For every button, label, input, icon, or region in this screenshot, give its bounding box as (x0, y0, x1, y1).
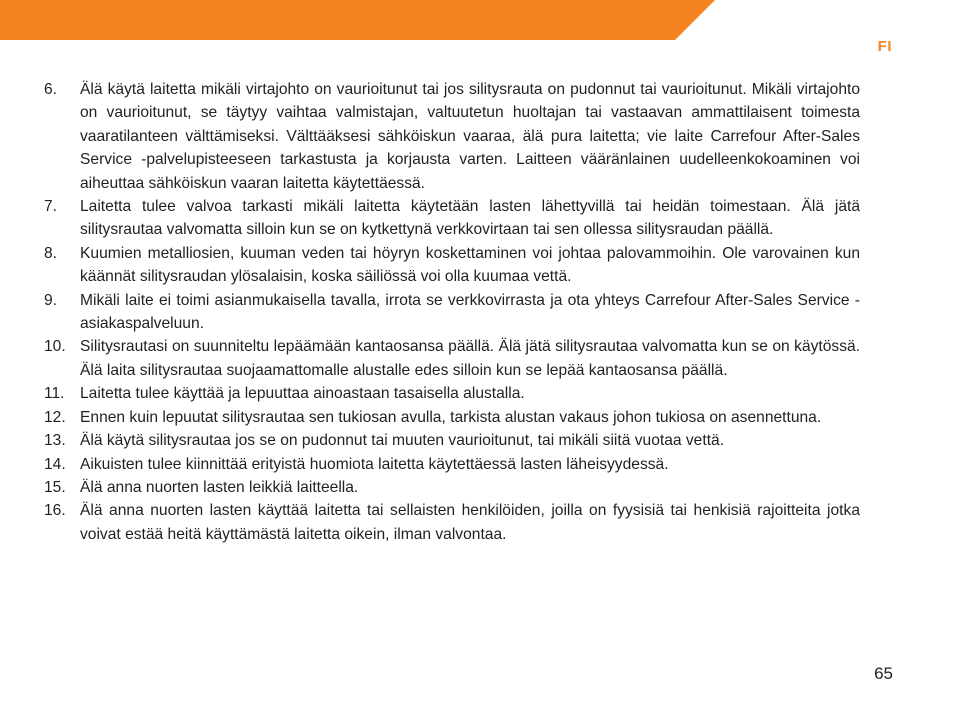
item-text: Laitetta tulee käyttää ja lepuuttaa ainoastaan tasaisella alustalla. (80, 385, 525, 403)
header-accent-bar (0, 0, 715, 40)
list-item (44, 476, 860, 499)
item-text: Älä käytä silitysrautaa jos se on pudonnut tai muuten vaurioitunut, tai mikäli siitä vuotaa vettä. (80, 432, 725, 450)
item-text: Laitetta tulee valvoa tarkasti mikäli laitetta käytetään lasten lähettyvillä tai heidän toimestaan. Älä jätä silitysrautaa valvomatta silloin kun se on kytkettynä verkkovirtaan tai sen ollessa silitysraudan päällä. (80, 198, 860, 239)
item-text: Silitysrautasi on suunniteltu lepäämään kantaosansa päällä. Älä jätä silitysrautaa valvomatta kun se on käytössä. Älä laita silitysrautaa suojaamattomalle alustalle edes silloin kun se lepää kantaosansa päällä. (80, 338, 860, 379)
item-text: Mikäli laite ei toimi asianmukaisella tavalla, irrota se verkkovirrasta ja ota yhteys Carrefour After-Sales Service -asiakaspalveluun. (80, 291, 860, 333)
item-number: 6. (44, 81, 58, 98)
list-item (44, 406, 860, 429)
list-item (44, 242, 860, 289)
item-number: 14. (44, 455, 66, 473)
item-text: Älä käytä laitetta mikäli virtajohto on vaurioitunut tai jos silitysrauta on pudonnut tai vaurioitunut. Mikäli virtajohto on vaurioitunut, se täytyy vaihtaa valmistajan, valtuutetun huoltajan tai vastaavan ammattilaisent toimesta vaaratilanteen välttämiseksi. Välttääksesi sähköiskun vaaraa, älä pura laitetta; vie laite Carrefour After-Sales Service -palvelupisteeseen tarkastusta ja korjausta varten. Laitteen vääränlainen uudelleenkokoaminen voi aiheuttaa sähköiskun vaaran laitetta käytettäessä. (80, 81, 860, 192)
item-number: 15. (44, 478, 66, 496)
item-number: 16. (44, 502, 66, 520)
list-item (44, 499, 860, 546)
list-item (44, 382, 860, 405)
item-text: Aikuisten tulee kiinnittää erityistä huomiota laitetta käytettäessä lasten läheisyydessä. (80, 455, 669, 473)
list-item (44, 78, 860, 195)
item-text: Kuumien metalliosien, kuuman veden tai höyryn koskettaminen voi johtaa palovammoihin. Ole varovainen kun käännät silitysraudan ylösalaisin, koska säiliössä voi olla kuumaa vettä. (80, 244, 860, 286)
item-number: 13. (44, 432, 66, 450)
list-item (44, 429, 860, 452)
item-number: 9. (44, 291, 58, 309)
item-number: 12. (44, 408, 66, 426)
item-number: 8. (44, 244, 58, 262)
list-item (44, 335, 860, 382)
language-code: FI (877, 38, 892, 55)
item-number: 7. (44, 198, 58, 216)
item-text: Älä anna nuorten lasten käyttää laitetta tai sellaisten henkilöiden, joilla on fyysisiä tai henkisiä rajoitteita jotka voivat estää heitä käyttämästä laitetta oikein, ilman valvontaa. (80, 502, 860, 543)
page-number: 65 (874, 664, 893, 683)
item-number: 10. (44, 338, 66, 356)
item-number: 11. (44, 385, 65, 403)
safety-instructions-list (44, 78, 860, 546)
list-item (44, 289, 860, 336)
list-item (44, 195, 860, 242)
item-text: Älä anna nuorten lasten leikkiä laitteella. (80, 478, 359, 496)
header-accent-shape (0, 0, 715, 40)
item-text: Ennen kuin lepuutat silitysrautaa sen tukiosan avulla, tarkista alustan vakaus johon tukiosa on asennettuna. (80, 408, 822, 426)
list-item (44, 453, 860, 476)
